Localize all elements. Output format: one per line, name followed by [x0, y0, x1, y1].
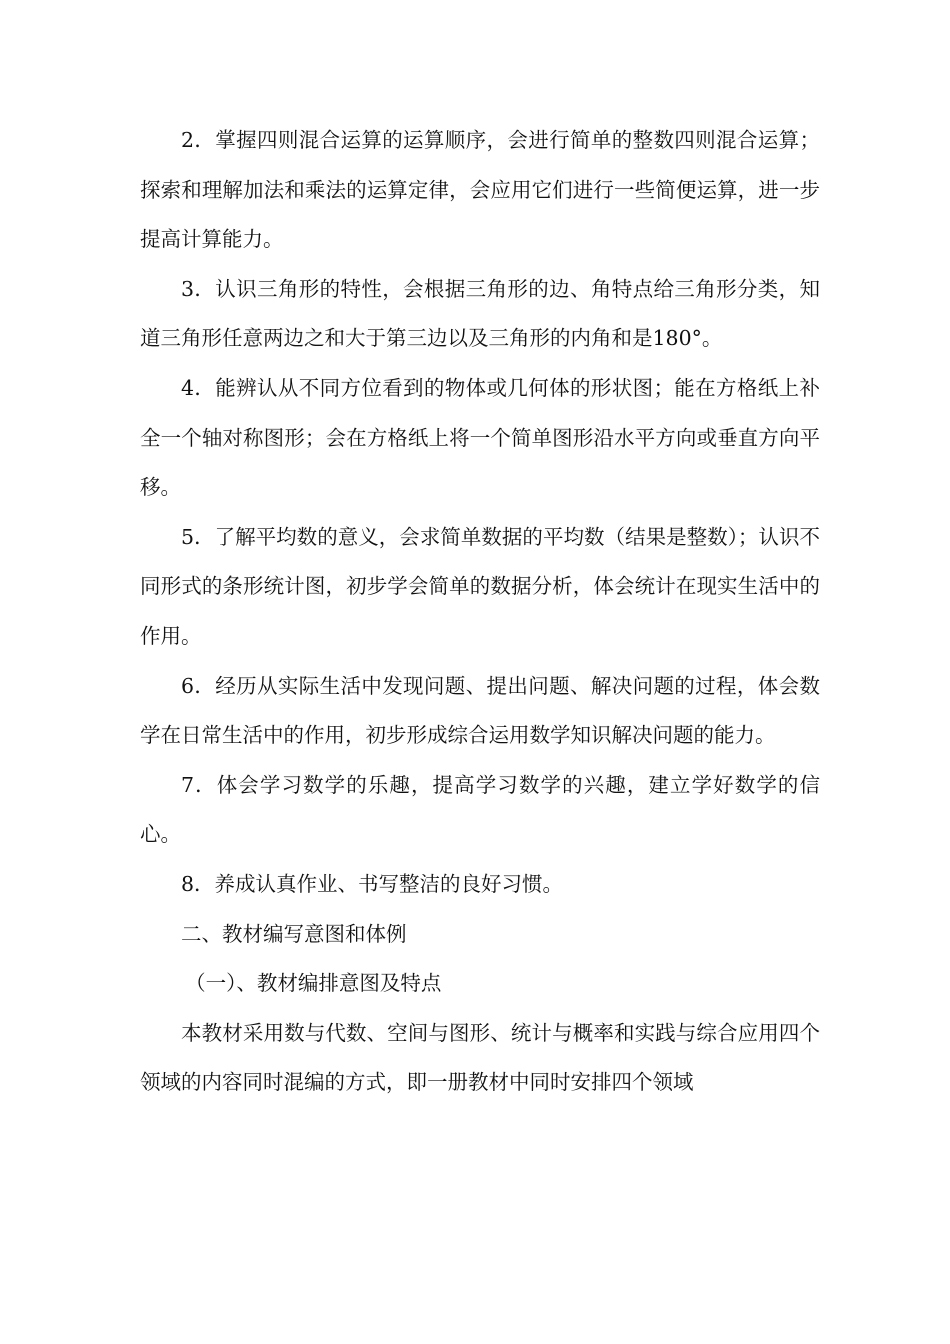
paragraph-body: 本教材采用数与代数、空间与图形、统计与概率和实践与综合应用四个领域的内容同时混编的方式，即一册教材中同时安排四个领域 — [140, 1020, 820, 1095]
paragraph-goal-6: 6．经历从实际生活中发现问题、提出问题、解决问题的过程，体会数学在日常生活中的作用，初步形成综合运用数学知识解决问题的能力。 — [140, 673, 820, 748]
paragraph-goal-7: 7．体会学习数学的乐趣，提高学习数学的兴趣，建立学好数学的信心。 — [140, 772, 820, 847]
paragraph-goal-2: 2．掌握四则混合运算的运算顺序，会进行简单的整数四则混合运算；探索和理解加法和乘法的运算定律，会应用它们进行一些简便运算，进一步提高计算能力。 — [140, 128, 820, 252]
subsection-heading: （一）、教材编排意图及特点 — [185, 971, 442, 996]
document-body — [140, 116, 820, 1108]
paragraph-goal-8: 8．养成认真作业、书写整洁的良好习惯。 — [181, 871, 564, 896]
paragraph-goal-3: 3．认识三角形的特性，会根据三角形的边、角特点给三角形分类，知道三角形任意两边之和大于第三边以及三角形的内角和是180°。 — [140, 276, 820, 351]
paragraph-goal-4: 4．能辨认从不同方位看到的物体或几何体的形状图；能在方格纸上补全一个轴对称图形；会在方格纸上将一个简单图形沿水平方向或垂直方向平移。 — [140, 375, 820, 500]
section-heading: 二、教材编写意图和体例 — [181, 921, 407, 946]
paragraph-goal-5: 5．了解平均数的意义，会求简单数据的平均数（结果是整数）；认识不同形式的条形统计图，初步学会简单的数据分析，体会统计在现实生活中的作用。 — [140, 524, 820, 648]
